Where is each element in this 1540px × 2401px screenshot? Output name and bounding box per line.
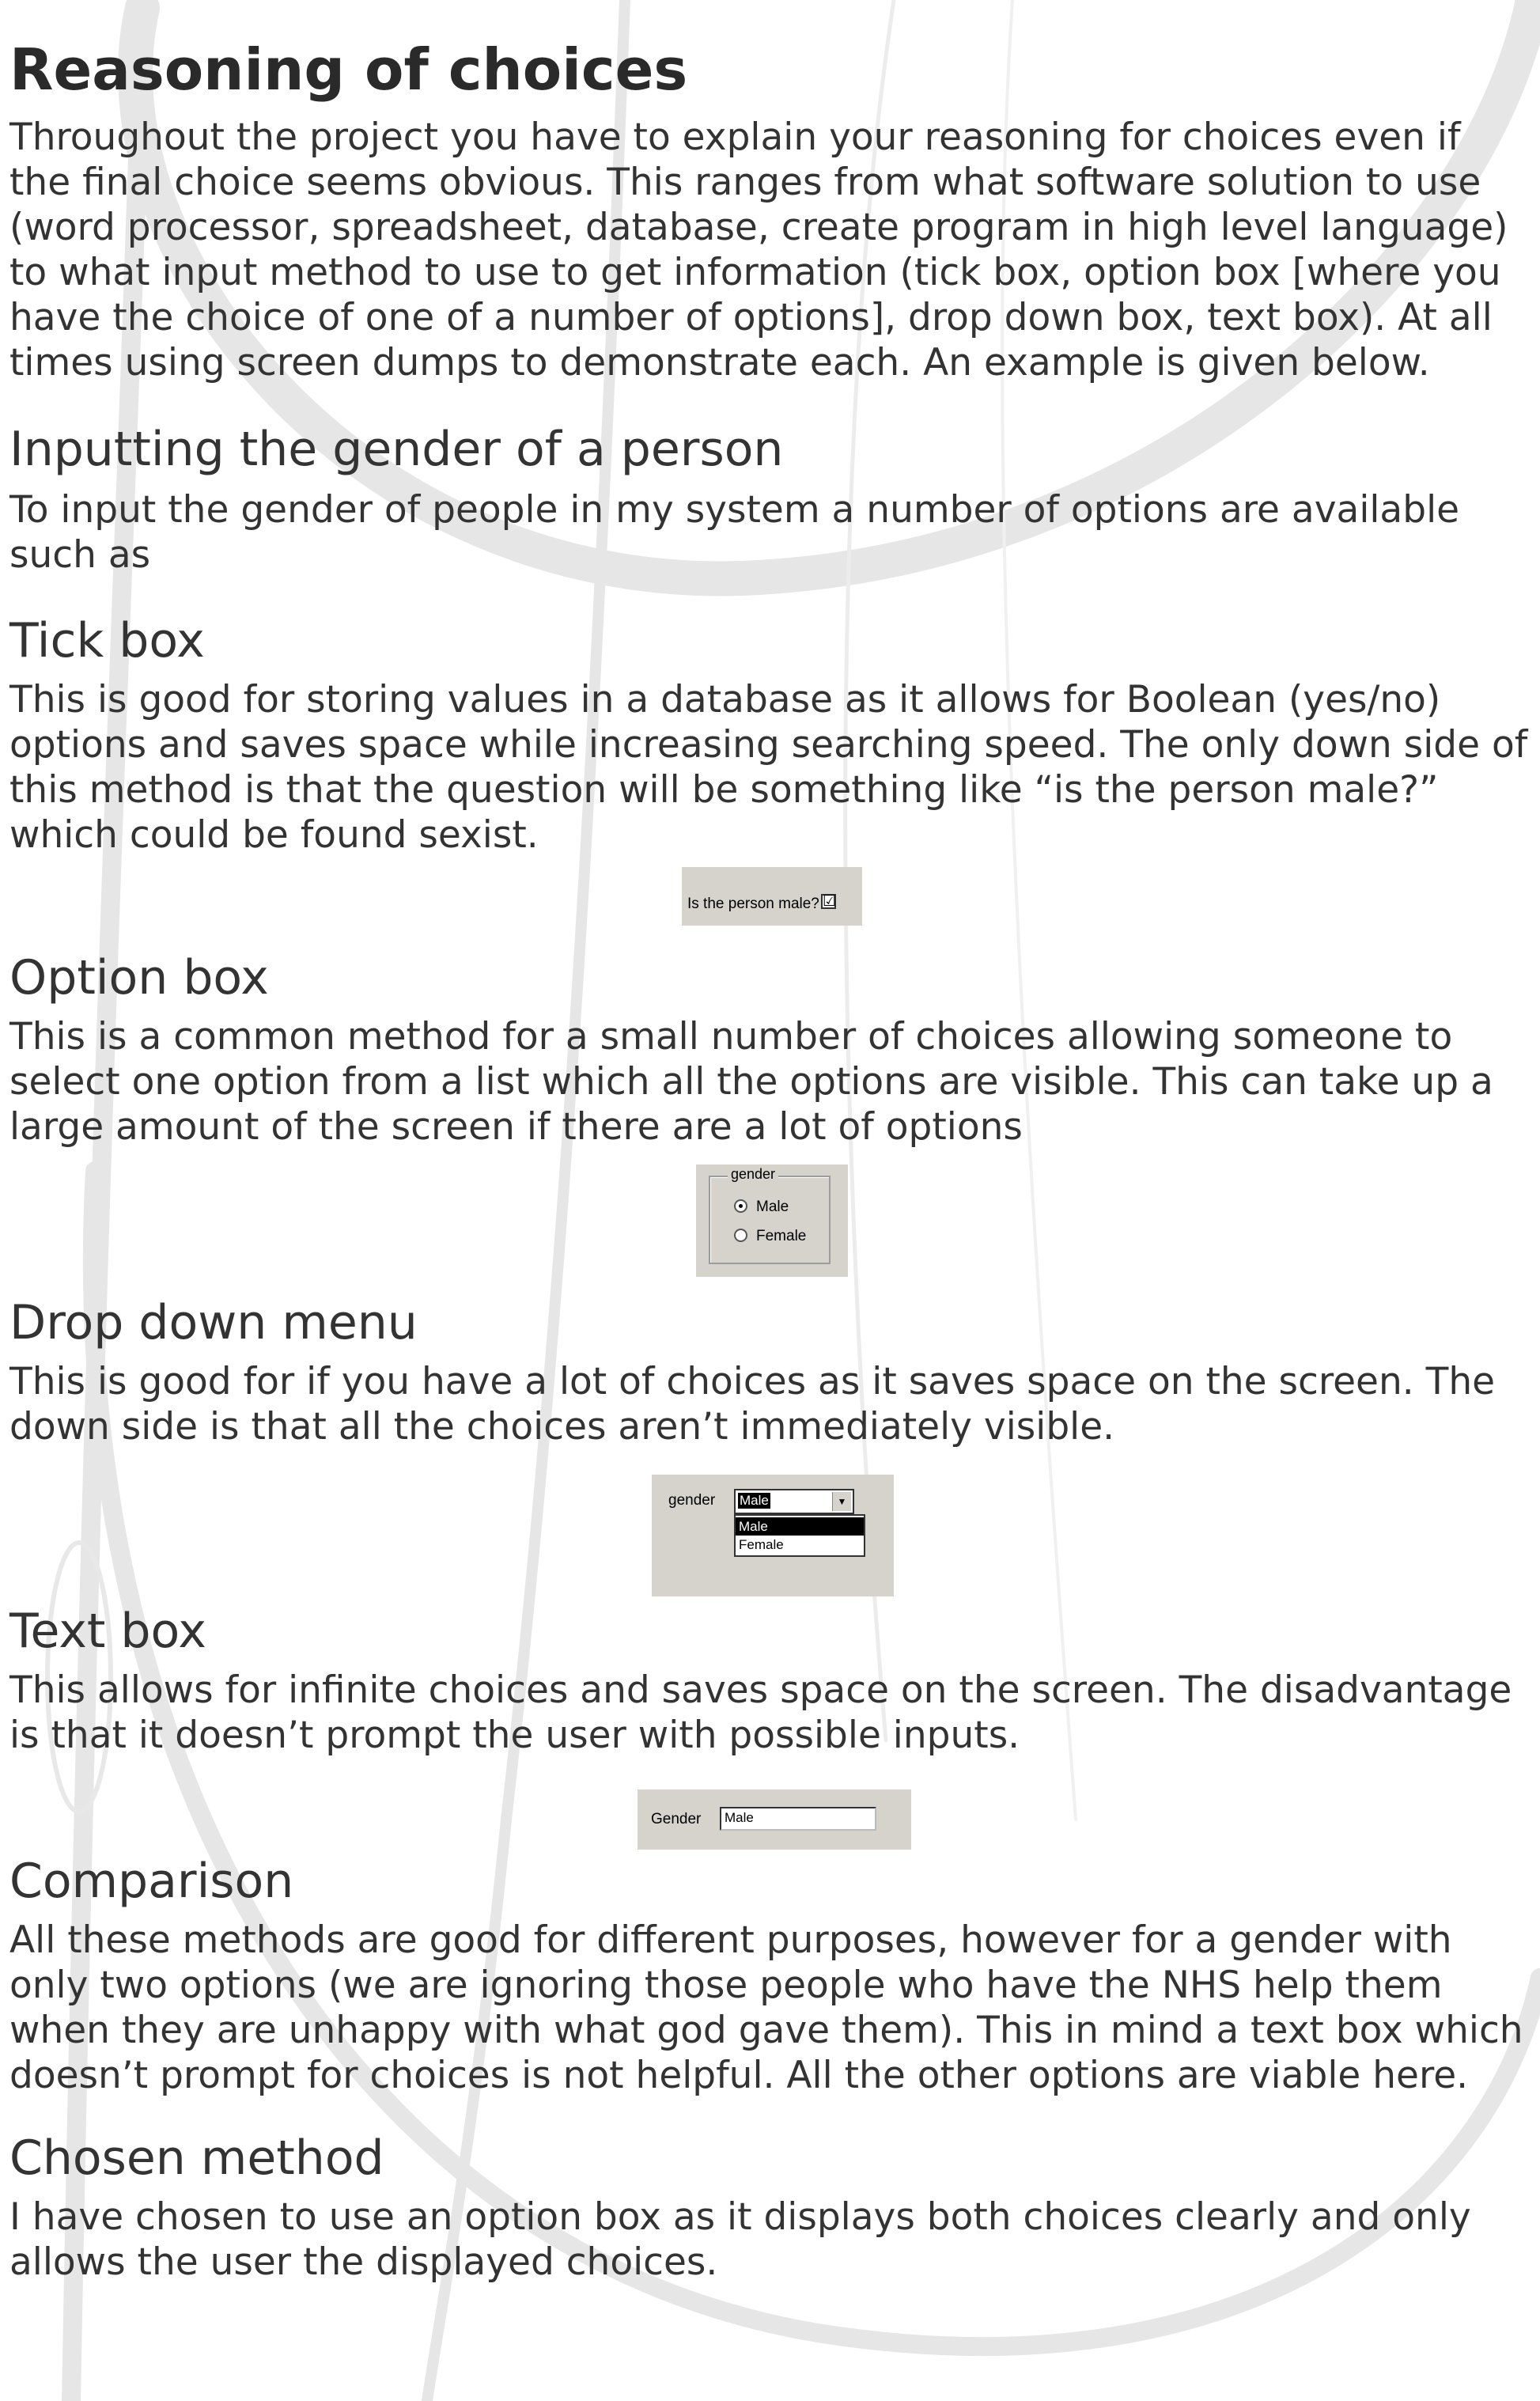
tick-box-checkbox[interactable]: ☑ [823, 893, 837, 910]
gender-line: To input the gender of people in my system a number of options are available [9, 488, 1460, 532]
chosen-line: allows the user the displayed choices. [9, 2240, 718, 2284]
chevron-down-icon[interactable]: ▼ [832, 1492, 851, 1511]
chosen-method-heading: Chosen method [9, 2130, 384, 2186]
intro-line: the final choice seems obvious. This ranges from what software solution to use [9, 161, 1481, 204]
dropdown-line: down side is that all the choices aren’t immediately visible. [9, 1405, 1115, 1449]
comparison-line: doesn’t prompt for choices is not helpful. All the other options are viable here. [9, 2054, 1469, 2097]
textbox-label: Gender [651, 1811, 702, 1827]
comparison-paragraph [9, 1918, 1532, 2098]
option-box-screenshot [696, 1165, 848, 1277]
radio-male[interactable] [734, 1199, 747, 1213]
dropdown-selected-value: Male [740, 1493, 769, 1508]
gender-paragraph [9, 487, 1532, 578]
option-line: select one option from a list which all the options are visible. This can take up a [9, 1060, 1493, 1104]
option-line: This is a common method for a small number of choices allowing someone to [9, 1015, 1453, 1058]
gender-line: such as [9, 533, 151, 577]
option-box-paragraph [9, 1014, 1532, 1149]
text-box-heading: Text box [9, 1604, 206, 1659]
option-line: large amount of the screen if there are a lot of options [9, 1105, 1023, 1149]
group-legend: gender [728, 1166, 778, 1183]
tick-box-paragraph [9, 677, 1532, 858]
page-title: Reasoning of choices [9, 36, 688, 103]
chosen-method-paragraph [9, 2195, 1532, 2285]
intro-paragraph [9, 115, 1532, 385]
tick-box-screenshot [682, 867, 862, 926]
intro-line: have the choice of one of a number of options], drop down box, text box). At all [9, 296, 1493, 339]
text-box-screenshot [638, 1789, 911, 1850]
gender-heading: Inputting the gender of a person [9, 422, 784, 477]
intro-line: times using screen dumps to demonstrate each. An example is given below. [9, 341, 1430, 384]
tick-box-heading: Tick box [9, 613, 205, 668]
dropdown-options-list [734, 1514, 865, 1557]
radio-male-label: Male [756, 1199, 789, 1215]
drop-down-screenshot [652, 1475, 894, 1596]
radio-female[interactable] [734, 1229, 747, 1242]
gender-text-input[interactable]: Male [720, 1807, 876, 1831]
tick-line: options and saves space while increasing searching speed. The only down side of [9, 723, 1528, 767]
tick-line: which could be found sexist. [9, 813, 539, 857]
comparison-line: All these methods are good for different purposes, however for a gender with [9, 1918, 1452, 1962]
gender-group-box [709, 1166, 831, 1264]
option-box-heading: Option box [9, 950, 269, 1005]
dropdown-line: This is good for if you have a lot of choices as it saves space on the screen. The [9, 1360, 1496, 1403]
tick-box-label: Is the person male? [687, 896, 819, 912]
dropdown-label: gender [668, 1492, 716, 1509]
drop-down-heading: Drop down menu [9, 1295, 418, 1350]
intro-line: Throughout the project you have to explain your reasoning for choices even if [9, 116, 1461, 159]
comparison-line: when they are unhappy with what god gave them). This in mind a text box which [9, 2009, 1523, 2052]
textbox-line: is that it doesn’t prompt the user with possible inputs. [9, 1714, 1020, 1757]
textbox-line: This allows for infinite choices and saves space on the screen. The disadvantage [9, 1668, 1512, 1712]
chosen-line: I have chosen to use an option box as it displays both choices clearly and only [9, 2195, 1471, 2239]
text-box-paragraph [9, 1668, 1532, 1758]
tick-line: This is good for storing values in a database as it allows for Boolean (yes/no) [9, 678, 1441, 721]
tick-line: this method is that the question will be something like “is the person male?” [9, 768, 1439, 812]
intro-line: (word processor, spreadsheet, database, create program in high level language) [9, 206, 1508, 249]
intro-line: to what input method to use to get information (tick box, option box [where you [9, 251, 1501, 294]
dropdown-option-male[interactable]: Male [736, 1517, 864, 1536]
comparison-line: only two options (we are ignoring those people who have the NHS help them [9, 1964, 1443, 2007]
comparison-heading: Comparison [9, 1854, 294, 1909]
radio-female-label: Female [756, 1228, 807, 1244]
gender-dropdown[interactable] [734, 1489, 854, 1514]
dropdown-option-female[interactable]: Female [739, 1537, 784, 1552]
drop-down-paragraph [9, 1359, 1532, 1449]
